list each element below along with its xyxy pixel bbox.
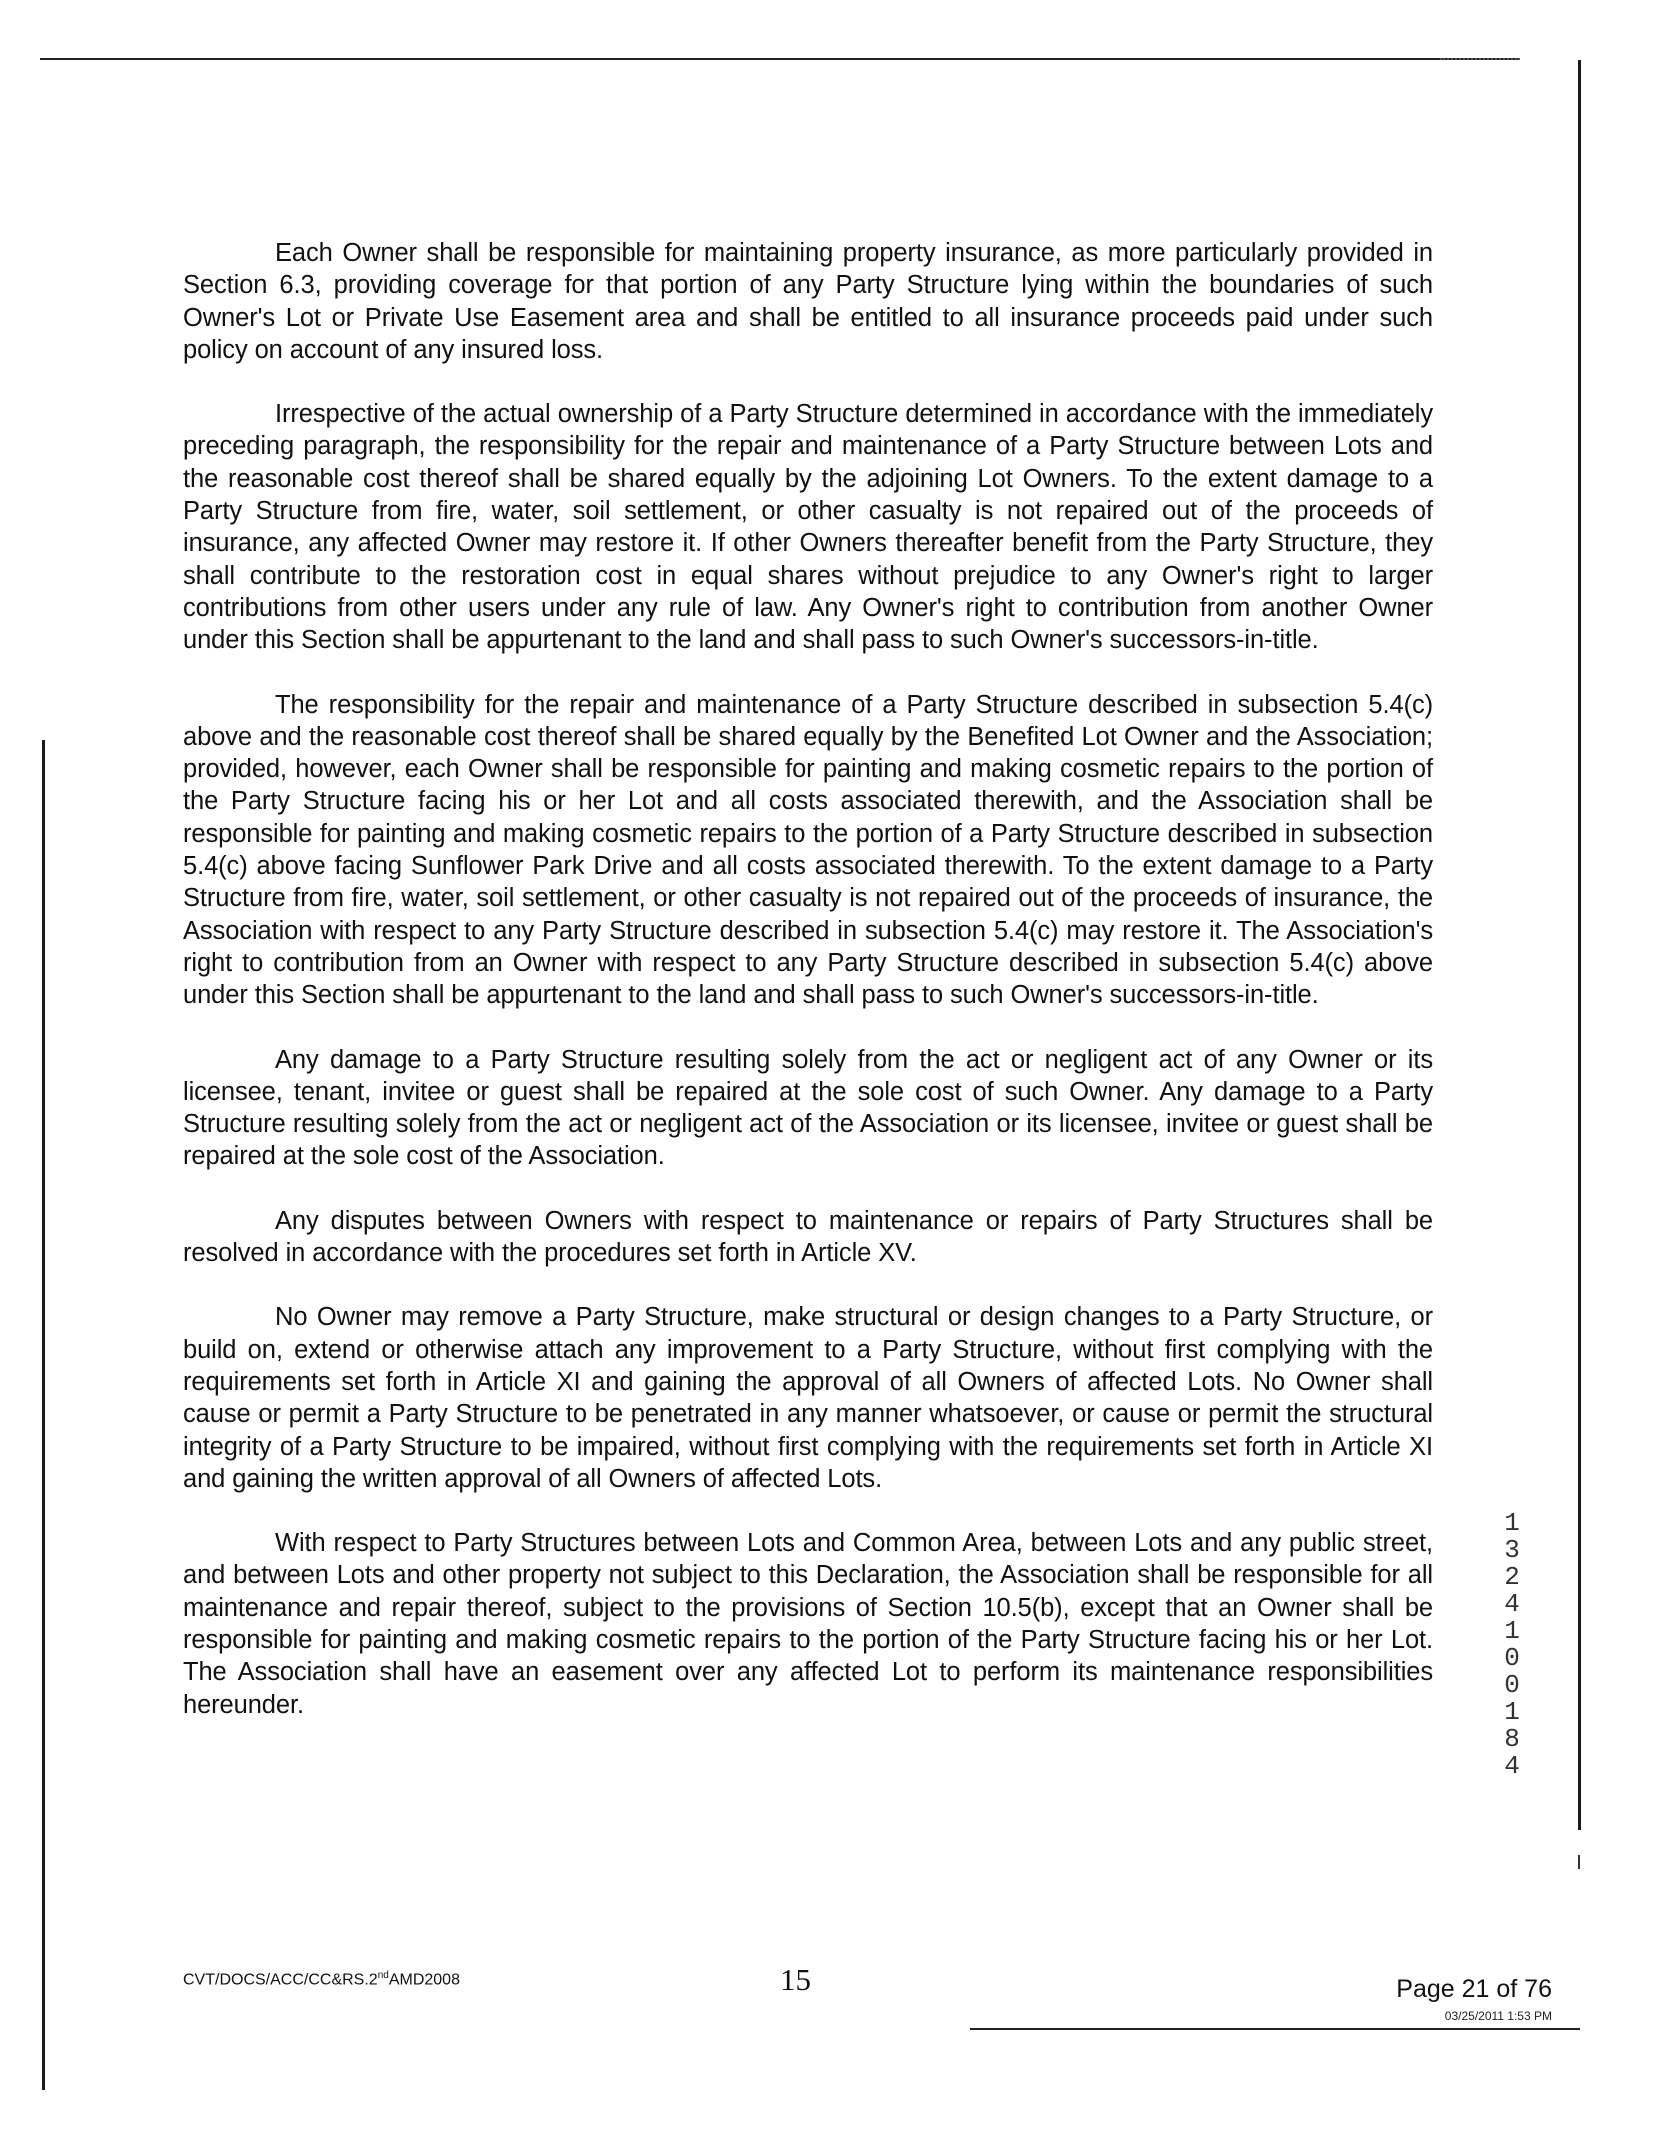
paragraph-damage: Any damage to a Party Structure resulting solely from the act or negligent act of any Owner or its licensee, tenant, invitee or guest shall be repaired at the sole cost of such Owner. Any damage to a Party Structure resulting solely from the act or negligent act of the Association or its licensee, invitee or guest shall be repaired at the sole cost of the Association. (183, 1045, 1433, 1171)
doc-code-sup: nd (377, 1970, 389, 1981)
footer-doc-code (183, 1970, 460, 1989)
right-margin-bar (1578, 60, 1581, 1830)
timestamp: 03/25/2011 1:53 PM (1444, 2009, 1552, 2023)
top-rule-dotted (1440, 58, 1520, 60)
recording-stamp: 13241 00184 (1504, 1508, 1520, 1781)
paragraph-common-area: With respect to Party Structures between Lots and Common Area, between Lots and any public street, and between Lots and other property not subject to this Declaration, the Association shall be responsible for all maintenance and repair thereof, subject to the provisions of Section 10.5(b), except that an Owner shall be responsible for painting and making cosmetic repairs to the portion of the Party Structure facing his or her Lot. The Association shall have an easement over any affected Lot to perform its maintenance responsibilities hereunder. (183, 1529, 1433, 1719)
bottom-rule (970, 2028, 1580, 2030)
paragraph-shared-responsibility: Irrespective of the actual ownership of a Party Structure determined in accordance with the immediately preceding paragraph, the responsibility for the repair and maintenance of a Party Structure between Lots and the reasonable cost thereof shall be shared equally by the adjoining Lot Owners. To the extent damage to a Party Structure from fire, water, soil settlement, or other casualty is not repaired out of the proceeds of insurance, any affected Owner may restore it. If other Owners thereafter benefit from the Party Structure, they shall contribute to the restoration cost in equal shares without prejudice to any Owner's right to larger contributions from other users under any rule of law. Any Owner's right to contribution from another Owner under this Section shall be appurtenant to the land and shall pass to such Owner's successors-in-title. (183, 400, 1433, 655)
page-number: 15 (780, 1962, 811, 1997)
paragraph-insurance: Each Owner shall be responsible for maintaining property insurance, as more particularly provided in Section 6.3, providing coverage for that portion of any Party Structure lying within the boundaries of such Owner's Lot or Private Use Easement area and shall be entitled to all insurance proceeds paid under such policy on account of any insured loss. (183, 239, 1433, 364)
top-rule (40, 58, 1520, 60)
paragraph-association-responsibility: The responsibility for the repair and maintenance of a Party Structure described in subsection 5.4(c) above and the reasonable cost thereof shall be shared equally by the Benefited Lot Owner and the Association; provided, however, each Owner shall be responsible for painting and making cosmetic repairs to the portion of the Party Structure facing his or her Lot and all costs associated therewith, and the Association shall be responsible for painting and making cosmetic repairs to the portion of a Party Structure described in subsection 5.4(c) above facing Sunflower Park Drive and all costs associated therewith. To the extent damage to a Party Structure from fire, water, soil settlement, or other casualty is not repaired out of the proceeds of insurance, the Association with respect to any Party Structure described in subsection 5.4(c) may restore it. The Association's right to contribution from an Owner with respect to any Party Structure described in subsection 5.4(c) above under this Section shall be appurtenant to the land and shall pass to such Owner's successors-in-title. (183, 690, 1433, 1010)
page-of-total: Page 21 of 76 (1396, 1975, 1552, 2003)
left-margin-bar (42, 740, 45, 2090)
paragraph-disputes: Any disputes between Owners with respect to maintenance or repairs of Party Structures shall be resolved in accordance with the procedures set forth in Article XV. (183, 1206, 1433, 1268)
document-body (183, 237, 1433, 1753)
doc-code-main: CVT/DOCS/ACC/CC&RS.2 (183, 1971, 378, 1989)
paragraph-no-removal: No Owner may remove a Party Structure, make structural or design changes to a Party Structure, or build on, extend or otherwise attach any improvement to a Party Structure, without first complying with the requirements set forth in Article XI and gaining the approval of all Owners of affected Lots. No Owner shall cause or permit a Party Structure to be penetrated in any manner whatsoever, or cause or permit the structural integrity of a Party Structure to be impaired, without first complying with the requirements set forth in Article XI and gaining the written approval of all Owners of affected Lots. (183, 1303, 1433, 1493)
doc-code-suffix: AMD2008 (388, 1971, 460, 1989)
right-margin-dash (1578, 1855, 1580, 1869)
